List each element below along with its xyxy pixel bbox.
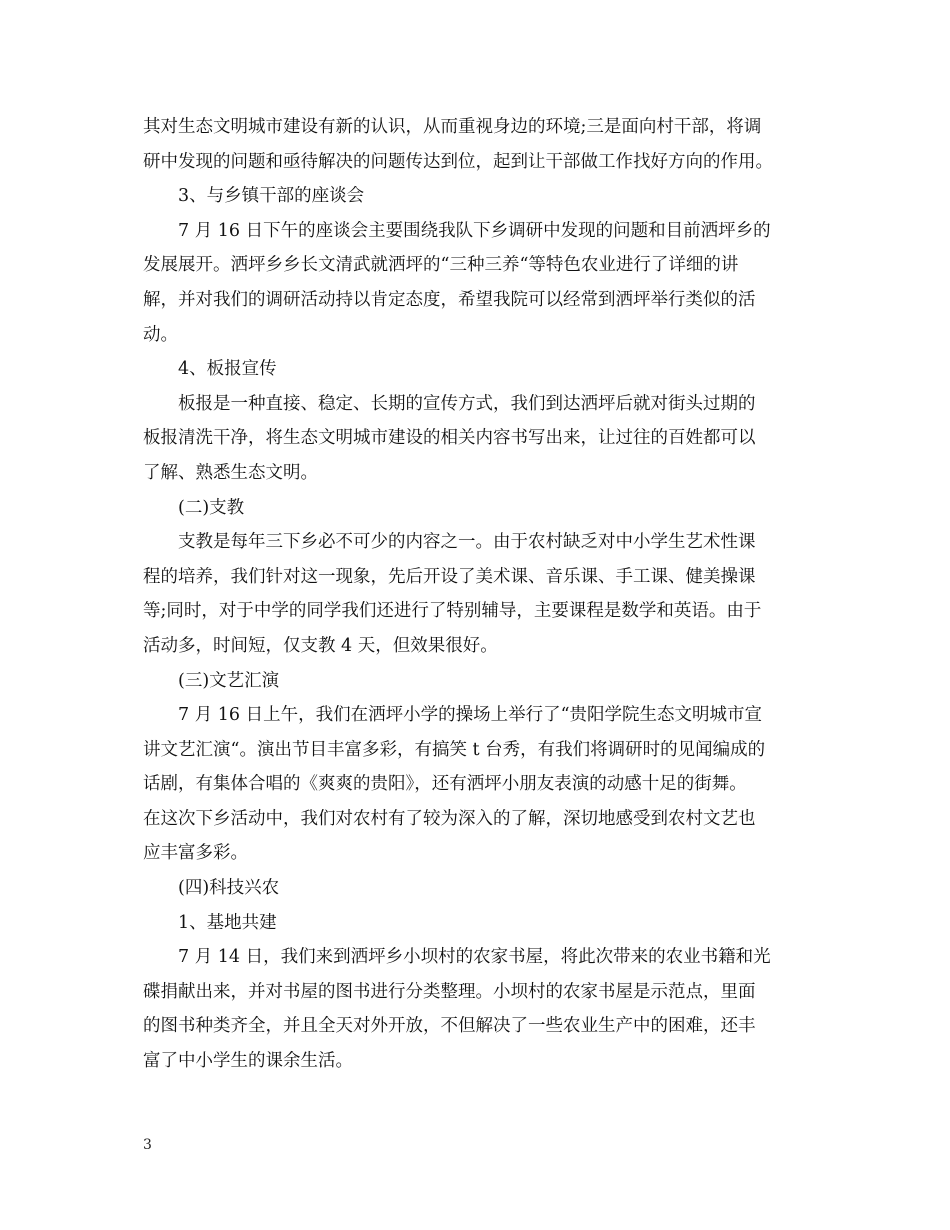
text-line: 解，并对我们的调研活动持以肯定态度，希望我院可以经常到洒坪举行类似的活 xyxy=(143,289,756,310)
text-line: 富了中小学生的课余生活。 xyxy=(143,1051,353,1072)
text-line: 板报是一种直接、稳定、长期的宣传方式，我们到达洒坪后就对街头过期的 xyxy=(178,393,756,414)
text-line: 研中发现的问题和亟待解决的问题传达到位，起到让干部做工作找好方向的作用。 xyxy=(143,151,773,172)
text-line: 板报清洗干净，将生态文明城市建设的相关内容书写出来，让过往的百姓都可以 xyxy=(143,428,756,449)
text-line: 话剧，有集体合唱的《爽爽的贵阳》，还有洒坪小朋友表演的动感十足的街舞。 xyxy=(143,774,747,795)
document-body xyxy=(143,110,813,1079)
text-line: 活动多，时间短，仅支教 4 天，但效果很好。 xyxy=(143,635,498,656)
text-line: 的图书种类齐全，并且全天对外开放，不但解决了一些农业生产中的困难，还丰 xyxy=(143,1016,756,1037)
text-line: (三)文艺汇演 xyxy=(178,670,280,691)
text-line: 发展展开。洒坪乡乡长文清武就洒坪的“三种三养“等特色农业进行了详细的讲 xyxy=(143,255,739,276)
text-line: 了解、熟悉生态文明。 xyxy=(143,462,318,483)
text-line: 1、基地共建 xyxy=(178,912,277,933)
text-line: 7 月 14 日，我们来到洒坪乡小坝村的农家书屋，将此次带来的农业书籍和光 xyxy=(178,947,771,968)
text-line: 7 月 16 日下午的座谈会主要围绕我队下乡调研中发现的问题和目前洒坪乡的 xyxy=(178,220,771,241)
page-number: 3 xyxy=(143,1137,152,1153)
text-line: (二)支教 xyxy=(178,497,245,518)
text-line: 等;同时，对于中学的同学我们还进行了特别辅导，主要课程是数学和英语。由于 xyxy=(143,601,762,622)
text-line: 在这次下乡活动中，我们对农村有了较为深入的了解，深切地感受到农村文艺也 xyxy=(143,808,756,829)
text-line: (四)科技兴农 xyxy=(178,878,280,899)
text-line: 4、板报宣传 xyxy=(178,359,277,380)
text-line: 其对生态文明城市建设有新的认识，从而重视身边的环境;三是面向村干部，将调 xyxy=(143,117,762,137)
text-line: 碟捐献出来，并对书屋的图书进行分类整理。小坝村的农家书屋是示范点，里面 xyxy=(143,981,756,1002)
text-line: 程的培养，我们针对这一现象，先后开设了美术课、音乐课、手工课、健美操课 xyxy=(143,566,756,587)
text-line: 动。 xyxy=(143,324,178,345)
text-line: 支教是每年三下乡必不可少的内容之一。由于农村缺乏对中小学生艺术性课 xyxy=(178,532,756,553)
text-line: 7 月 16 日上午，我们在洒坪小学的操场上举行了“贵阳学院生态文明城市宣 xyxy=(178,705,763,726)
text-line: 讲文艺汇演“。演出节目丰富多彩，有搞笑 t 台秀，有我们将调研时的见闻编成的 xyxy=(143,739,766,760)
text-line: 3、与乡镇干部的座谈会 xyxy=(178,186,365,207)
text-line: 应丰富多彩。 xyxy=(143,843,248,864)
